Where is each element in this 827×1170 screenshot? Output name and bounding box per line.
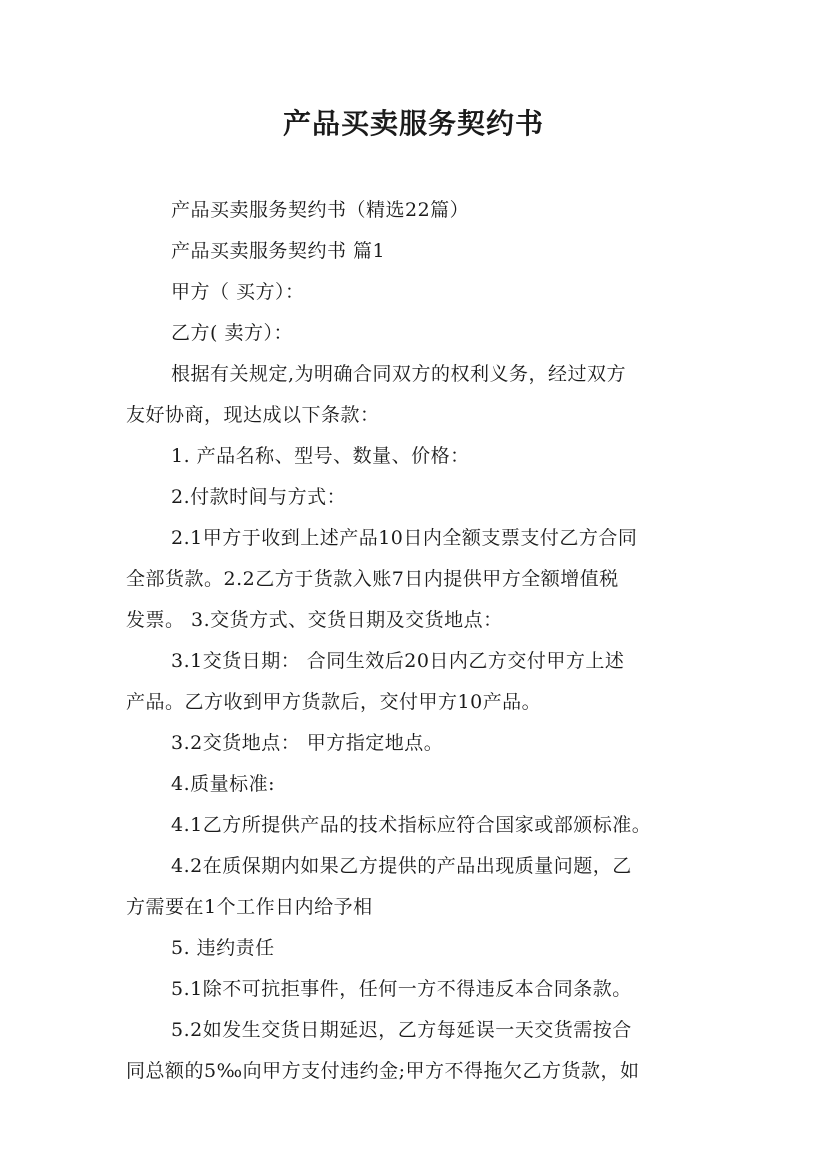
paragraph-line: 4.质量标准: bbox=[171, 773, 276, 795]
paragraph-line: 5.2如发生交货日期延迟，乙方每延误一天交货需按合 bbox=[171, 1019, 632, 1041]
paragraph-line: 根据有关规定,为明确合同双方的权利义务，经过双方 bbox=[171, 363, 627, 385]
paragraph-line: 产品买卖服务契约书（精选22篇） bbox=[171, 199, 470, 221]
paragraph-line: 友好协商，现达成以下条款： bbox=[126, 404, 380, 426]
paragraph-line: 2.付款时间与方式： bbox=[171, 486, 347, 508]
paragraph-line: 方需要在1个工作日内给予相 bbox=[126, 896, 373, 918]
paragraph-line: 2.1甲方于收到上述产品10日内全额支票支付乙方合同 bbox=[171, 527, 638, 549]
paragraph-line: 产品买卖服务契约书 篇1 bbox=[171, 240, 386, 262]
document-body bbox=[126, 190, 716, 1092]
paragraph-line: 1. 产品名称、型号、数量、价格： bbox=[171, 445, 470, 467]
paragraph-line: 3.1交货日期： 合同生效后20日内乙方交付甲方上述 bbox=[171, 650, 625, 672]
paragraph-line: 发票。 3.交货方式、交货日期及交货地点： bbox=[126, 609, 503, 631]
paragraph-line: 5. 违约责任 bbox=[171, 937, 275, 959]
paragraph-line: 乙方( 卖方）： bbox=[171, 322, 293, 344]
paragraph-line: 4.2在质保期内如果乙方提供的产品出现质量问题，乙 bbox=[171, 855, 632, 877]
paragraph-line: 同总额的5‰向甲方支付违约金;甲方不得拖欠乙方货款，如 bbox=[126, 1060, 640, 1082]
paragraph-line: 3.2交货地点： 甲方指定地点。 bbox=[171, 732, 444, 754]
paragraph-line: 5.1除不可抗拒事件，任何一方不得违反本合同条款。 bbox=[171, 978, 632, 1000]
paragraph-line: 4.1乙方所提供产品的技术指标应符合国家或部颁标准。 bbox=[171, 814, 652, 836]
paragraph-line: 产品。乙方收到甲方货款后，交付甲方10产品。 bbox=[126, 691, 542, 713]
document-title: 产品买卖服务契约书 bbox=[282, 107, 544, 140]
paragraph-line: 甲方（ 买方）： bbox=[171, 281, 305, 303]
paragraph-line: 全部货款。2.2乙方于货款入账7日内提供甲方全额增值税 bbox=[126, 568, 619, 590]
